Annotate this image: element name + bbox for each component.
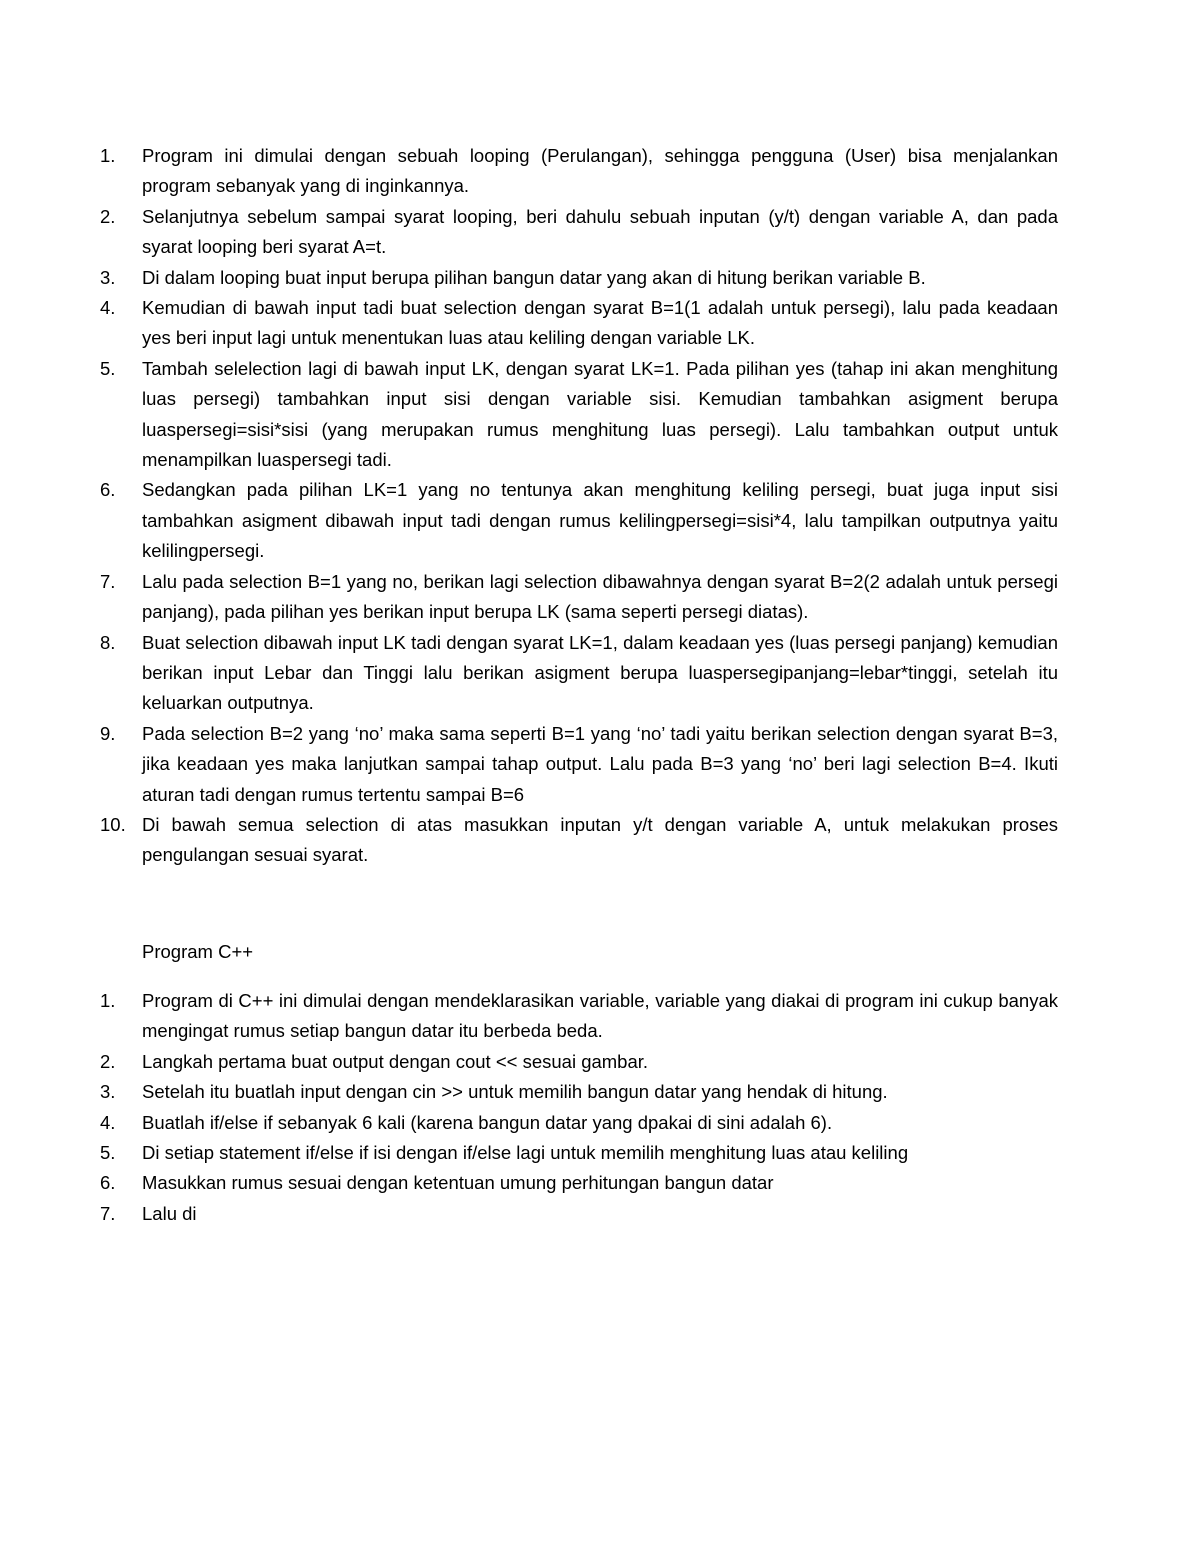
list-number: 5. — [100, 1142, 116, 1164]
list-text: Langkah pertama buat output dengan cout << sesuai gambar. — [142, 1050, 649, 1072]
list-item — [100, 1199, 1058, 1229]
list-item — [100, 1077, 1058, 1107]
list-item — [100, 475, 1058, 566]
list-text: Di bawah semua selection di atas masukkan inputan y/t dengan variable A, untuk melakukan proses pengulangan sesuai syarat. — [142, 813, 1058, 866]
list-number: 5. — [100, 357, 116, 379]
section-heading: Program C++ — [142, 941, 254, 962]
list-item — [100, 986, 1058, 1047]
list-number: 3. — [100, 1081, 116, 1103]
list-text: Sedangkan pada pilihan LK=1 yang no tentunya akan menghitung keliling persegi, buat juga input sisi tambahkan asigment dibawah input tadi dengan rumus kelilingpersegi=sisi*4, lalu tampilkan outputnya yaitu kelilingpersegi. — [142, 479, 1058, 562]
list-text: Tambah selelection lagi di bawah input LK, dengan syarat LK=1. Pada pilihan yes (tahap ini akan menghitung luas persegi) tambahkan input sisi dengan variable sisi. Kemudian tambahkan asigment berupa luaspersegi=sisi*sisi (yang merupakan rumus menghitung luas persegi). Lalu tambahkan output untuk menampilkan luaspersegi tadi. — [142, 357, 1058, 471]
list-text: Lalu pada selection B=1 yang no, berikan lagi selection dibawahnya dengan syarat B=2(2 adalah untuk persegi panjang), pada pilihan yes berikan input berupa LK (sama seperti persegi diatas). — [142, 570, 1058, 623]
list-number: 7. — [100, 570, 116, 592]
list-item — [100, 263, 1058, 293]
list-number: 2. — [100, 205, 116, 227]
list-item — [100, 719, 1058, 810]
list-text: Program ini dimulai dengan sebuah looping (Perulangan), sehingga pengguna (User) bisa menjalankan program sebanyak yang di inginkannya. — [142, 145, 1058, 197]
list-number: 4. — [100, 1111, 116, 1133]
list-text: Masukkan rumus sesuai dengan ketentuan umung perhitungan bangun datar — [142, 1172, 774, 1194]
list-text: Lalu di — [142, 1202, 197, 1224]
list-number: 6. — [100, 1172, 116, 1194]
list-text: Di dalam looping buat input berupa pilihan bangun datar yang akan di hitung berikan variable B. — [142, 266, 926, 288]
list-text: Buatlah if/else if sebanyak 6 kali (karena bangun datar yang dpakai di sini adalah 6). — [142, 1111, 833, 1133]
list-text: Buat selection dibawah input LK tadi dengan syarat LK=1, dalam keadaan yes (luas persegi panjang) kemudian berikan input Lebar dan Tinggi lalu berikan asigment berupa luaspersegipanjang=lebar*tinggi, setelah itu keluarkan outputnya. — [142, 631, 1058, 714]
list-item — [100, 1168, 1058, 1198]
list-number: 10. — [100, 813, 126, 835]
list-text: Kemudian di bawah input tadi buat selection dengan syarat B=1(1 adalah untuk persegi), lalu pada keadaan yes beri input lagi untuk menentukan luas atau keliling dengan variable LK. — [142, 297, 1058, 349]
list-item — [100, 141, 1058, 202]
list-text: Pada selection B=2 yang ‘no’ maka sama seperti B=1 yang ‘no’ tadi yaitu berikan selection dengan syarat B=3, jika keadaan yes maka lanjutkan sampai tahap output. Lalu pada B=3 yang ‘no’ beri lagi selection B=4. Ikuti aturan tadi dengan rumus tertentu sampai B=6 — [142, 722, 1058, 805]
list-number: 8. — [100, 631, 116, 653]
list-item — [100, 628, 1058, 719]
list-number: 7. — [100, 1202, 116, 1224]
list-number: 1. — [100, 145, 116, 166]
flowchart-steps-list — [100, 141, 1058, 871]
list-item — [100, 202, 1058, 263]
list-number: 1. — [100, 990, 116, 1011]
list-item — [100, 1108, 1058, 1138]
cpp-steps-list — [100, 986, 1058, 1229]
list-item — [100, 810, 1058, 871]
list-text: Selanjutnya sebelum sampai syarat looping, beri dahulu sebuah inputan (y/t) dengan variable A, dan pada syarat looping beri syarat A=t. — [142, 205, 1058, 258]
list-item — [100, 293, 1058, 354]
list-item — [100, 1047, 1058, 1077]
list-text: Setelah itu buatlah input dengan cin >> untuk memilih bangun datar yang hendak di hitung. — [142, 1081, 888, 1103]
list-number: 9. — [100, 722, 116, 744]
list-item — [100, 1138, 1058, 1168]
list-text: Program di C++ ini dimulai dengan mendeklarasikan variable, variable yang diakai di program ini cukup banyak mengingat rumus setiap bangun datar itu berbeda beda. — [142, 990, 1058, 1042]
list-number: 2. — [100, 1050, 116, 1072]
list-number: 3. — [100, 266, 116, 288]
list-text: Di setiap statement if/else if isi dengan if/else lagi untuk memilih menghitung luas atau keliling — [142, 1142, 909, 1164]
list-item — [100, 354, 1058, 476]
list-number: 6. — [100, 479, 116, 501]
list-number: 4. — [100, 297, 116, 319]
list-item — [100, 567, 1058, 628]
